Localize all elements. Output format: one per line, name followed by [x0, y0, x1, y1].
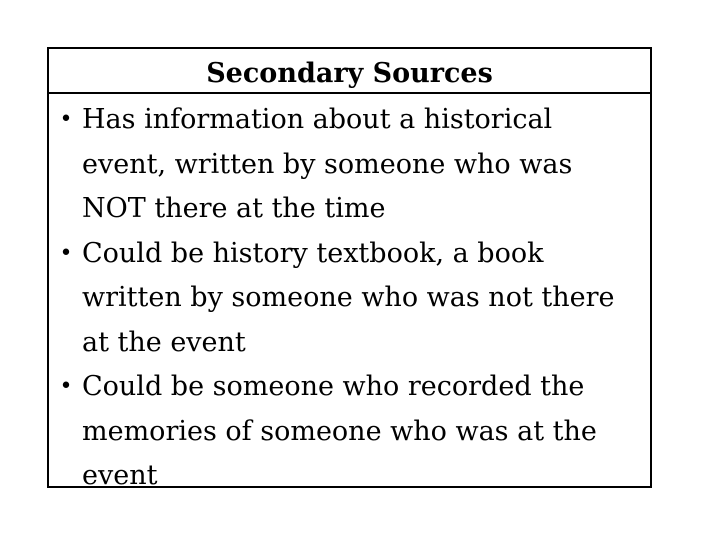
list-item-line: event: [82, 460, 158, 491]
list-item-line: written by someone who was not there: [82, 282, 615, 313]
bullet-icon: •: [59, 107, 73, 132]
list-item-line: event, written by someone who was: [82, 148, 573, 180]
bullet-icon: •: [59, 374, 73, 399]
list-item-line: Could be history textbook, a book: [82, 237, 544, 269]
bullet-list: [49, 98, 650, 499]
bullet-icon: •: [59, 240, 73, 266]
list-item: [49, 232, 650, 366]
list-item-line: memories of someone who was at the: [82, 415, 597, 447]
list-item: [49, 98, 650, 232]
list-item-line: at the event: [82, 326, 246, 358]
list-item-line: NOT there at the time: [82, 193, 386, 224]
table-title: Secondary Sources: [206, 58, 493, 89]
secondary-sources-table: [47, 47, 652, 491]
table-header: [49, 49, 650, 94]
list-item: [49, 365, 650, 499]
list-item-line: Could be someone who recorded the: [82, 371, 585, 402]
list-item-line: Has information about a historical: [82, 104, 553, 135]
